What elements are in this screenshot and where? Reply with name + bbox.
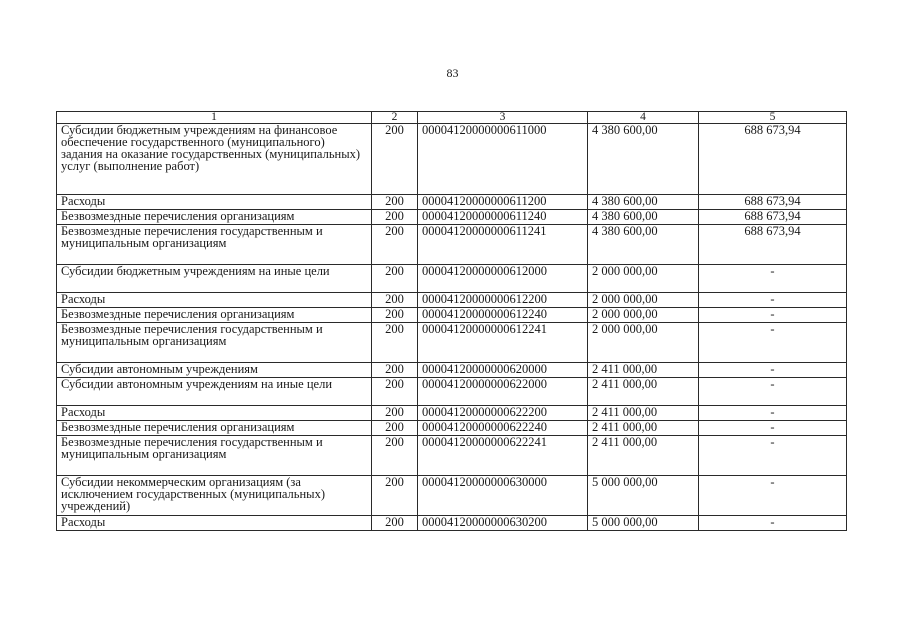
row-name: Расходы (57, 195, 372, 210)
row-kbk: 00004120000000612000 (418, 265, 588, 293)
row-plan: 2 000 000,00 (588, 323, 699, 363)
row-fact: 688 673,94 (699, 225, 847, 265)
row-kbk: 00004120000000622000 (418, 378, 588, 406)
table-row (57, 323, 847, 363)
row-plan: 4 380 600,00 (588, 195, 699, 210)
row-kbk: 00004120000000630200 (418, 516, 588, 531)
header-col-3: 3 (418, 112, 588, 124)
row-fact: - (699, 378, 847, 406)
table-row (57, 436, 847, 476)
row-plan: 4 380 600,00 (588, 124, 699, 195)
row-name: Безвозмездные перечисления государственным и муниципальным организациям (57, 225, 372, 265)
row-fact: - (699, 421, 847, 436)
row-code: 200 (372, 323, 418, 363)
row-kbk: 00004120000000622240 (418, 421, 588, 436)
table-row (57, 210, 847, 225)
row-fact: - (699, 323, 847, 363)
row-name: Безвозмездные перечисления организациям (57, 421, 372, 436)
row-code: 200 (372, 516, 418, 531)
row-code: 200 (372, 476, 418, 516)
table-row (57, 265, 847, 293)
row-kbk: 00004120000000611241 (418, 225, 588, 265)
header-col-2: 2 (372, 112, 418, 124)
table-row (57, 124, 847, 195)
row-kbk: 00004120000000630000 (418, 476, 588, 516)
budget-table (56, 111, 847, 531)
row-code: 200 (372, 195, 418, 210)
row-code: 200 (372, 293, 418, 308)
row-fact: - (699, 436, 847, 476)
row-kbk: 00004120000000611000 (418, 124, 588, 195)
row-plan: 5 000 000,00 (588, 516, 699, 531)
row-kbk: 00004120000000622200 (418, 406, 588, 421)
row-plan: 4 380 600,00 (588, 225, 699, 265)
row-fact: 688 673,94 (699, 195, 847, 210)
row-name: Субсидии автономным учреждениям (57, 363, 372, 378)
row-name: Субсидии бюджетным учреждениям на иные цели (57, 265, 372, 293)
row-fact: 688 673,94 (699, 210, 847, 225)
header-col-1: 1 (57, 112, 372, 124)
row-kbk: 00004120000000611200 (418, 195, 588, 210)
row-fact: 688 673,94 (699, 124, 847, 195)
table-row (57, 225, 847, 265)
row-fact: - (699, 363, 847, 378)
table-row (57, 378, 847, 406)
row-code: 200 (372, 363, 418, 378)
row-kbk: 00004120000000612240 (418, 308, 588, 323)
row-plan: 2 411 000,00 (588, 406, 699, 421)
row-plan: 5 000 000,00 (588, 476, 699, 516)
table-row (57, 516, 847, 531)
row-code: 200 (372, 225, 418, 265)
row-plan: 2 411 000,00 (588, 436, 699, 476)
row-plan: 2 000 000,00 (588, 293, 699, 308)
table-row (57, 308, 847, 323)
row-name: Безвозмездные перечисления организациям (57, 210, 372, 225)
header-row (57, 112, 847, 124)
row-code: 200 (372, 124, 418, 195)
row-code: 200 (372, 265, 418, 293)
row-fact: - (699, 293, 847, 308)
row-fact: - (699, 308, 847, 323)
row-code: 200 (372, 308, 418, 323)
row-plan: 2 000 000,00 (588, 308, 699, 323)
table-row (57, 293, 847, 308)
row-name: Безвозмездные перечисления организациям (57, 308, 372, 323)
row-name: Субсидии некоммерческим организациям (за исключением государственных (муниципальных) учреждений) (57, 476, 372, 516)
row-code: 200 (372, 378, 418, 406)
row-code: 200 (372, 436, 418, 476)
row-fact: - (699, 516, 847, 531)
page-number: 83 (446, 66, 459, 80)
row-name: Субсидии автономным учреждениям на иные цели (57, 378, 372, 406)
row-code: 200 (372, 406, 418, 421)
table-row (57, 363, 847, 378)
row-name: Безвозмездные перечисления государственным и муниципальным организациям (57, 323, 372, 363)
row-kbk: 00004120000000612200 (418, 293, 588, 308)
row-plan: 2 000 000,00 (588, 265, 699, 293)
row-kbk: 00004120000000611240 (418, 210, 588, 225)
row-kbk: 00004120000000620000 (418, 363, 588, 378)
header-col-4: 4 (588, 112, 699, 124)
row-name: Расходы (57, 406, 372, 421)
row-fact: - (699, 406, 847, 421)
row-name: Расходы (57, 516, 372, 531)
row-name: Расходы (57, 293, 372, 308)
row-code: 200 (372, 421, 418, 436)
row-kbk: 00004120000000622241 (418, 436, 588, 476)
row-code: 200 (372, 210, 418, 225)
row-fact: - (699, 265, 847, 293)
table-row (57, 421, 847, 436)
table-row (57, 406, 847, 421)
row-plan: 2 411 000,00 (588, 363, 699, 378)
row-plan: 4 380 600,00 (588, 210, 699, 225)
header-col-5: 5 (699, 112, 847, 124)
row-fact: - (699, 476, 847, 516)
row-plan: 2 411 000,00 (588, 378, 699, 406)
row-kbk: 00004120000000612241 (418, 323, 588, 363)
table-row (57, 195, 847, 210)
row-name: Субсидии бюджетным учреждениям на финансовое обеспечение государственного (муниципального) задания на оказание государственных (муниципальных) услуг (выполнение работ) (57, 124, 372, 195)
row-name: Безвозмездные перечисления государственным и муниципальным организациям (57, 436, 372, 476)
table-row (57, 476, 847, 516)
row-plan: 2 411 000,00 (588, 421, 699, 436)
